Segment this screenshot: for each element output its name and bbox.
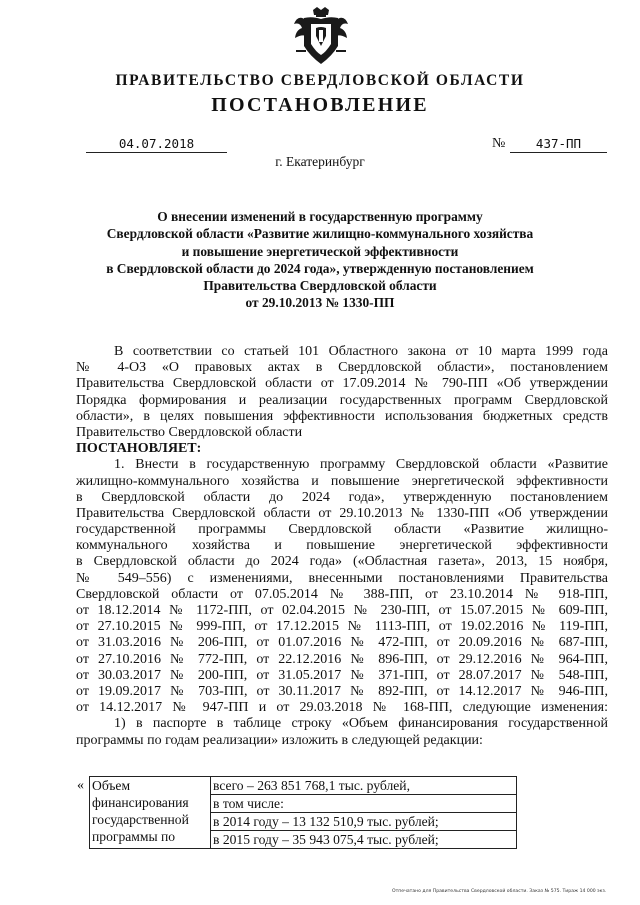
document-title [80, 208, 560, 312]
cell-line: в 2014 году – 13 132 510,9 тыс. рублей; [211, 813, 516, 831]
title-line: Правительства Свердловской области [203, 278, 437, 294]
body-line: жилищно-коммунального хозяйства и повышение энергетической эффективности [76, 473, 608, 489]
organization-name: ПРАВИТЕЛЬСТВО СВЕРДЛОВСКОЙ ОБЛАСТИ [115, 72, 525, 89]
title-line: в Свердловской области до 2024 года», утвержденную постановлением [106, 260, 534, 276]
resolves-heading: ПОСТАНОВЛЯЕТ: [76, 441, 202, 457]
opening-quote: « [77, 778, 84, 793]
body-line: 1) в паспорте в таблице строку «Объем финансирования государственной [114, 716, 608, 732]
body-line: коммунального хозяйства и повышение энергетической эффективности [76, 538, 608, 554]
body-line: Правительства Свердловской области от 29.10.2013 № 1330-ПП «Об утверждении [76, 505, 608, 521]
body-line: от 30.03.2017 № 200-ПП, от 31.05.2017 № 371-ПП, от 28.07.2017 № 548-ПП, [76, 667, 608, 683]
financing-table [89, 776, 517, 849]
number-label: № [492, 136, 506, 151]
cell-line: Объем [92, 778, 131, 793]
body-line: от 14.12.2017 № 947-ПП и от 29.03.2018 № 168-ПП, следующие изменения: [76, 700, 608, 716]
cell-line: всего – 263 851 768,1 тыс. рублей, [211, 777, 516, 795]
document-date: 04.07.2018 [86, 136, 227, 153]
body-line: области», в целях повышения эффективности использования бюджетных средств [76, 408, 608, 424]
body-line: № 4-ОЗ «О правовых актах в Свердловской области», постановлением [76, 360, 608, 376]
body-line: в Свердловской области до 2024 года» («Областная газета», 2013, 15 ноября, [76, 554, 608, 570]
coat-of-arms-icon [292, 6, 350, 66]
body-line: государственной программы Свердловской области «Развитие жилищно- [76, 522, 608, 538]
body-line: Правительство Свердловской области [76, 424, 303, 440]
document-number: 437-ПП [510, 136, 607, 153]
body-line: от 27.10.2015 № 999-ПП, от 17.12.2015 № 1113-ПП, от 19.02.2016 № 119-ПП, [76, 619, 608, 635]
body-line: В соответствии со статьей 101 Областного закона от 10 марта 1999 года [114, 344, 608, 359]
table-row [90, 777, 517, 849]
cell-line: в том числе: [211, 795, 516, 813]
cell-line: программы по [92, 829, 176, 844]
body-line: в Свердловской области до 2024 года», утвержденную постановлением [76, 489, 608, 505]
body-line: Порядка формирования и реализации государственных программ Свердловской [76, 392, 608, 408]
body-line: от 27.10.2016 № 772-ПП, от 22.12.2016 № 896-ПП, от 29.12.2016 № 964-ПП, [76, 651, 608, 667]
document-body [76, 344, 608, 749]
body-line: Правительства Свердловской области от 17.09.2014 № 790-ПП «Об утверждении [76, 376, 608, 392]
title-line: и повышение энергетической эффективности [181, 243, 459, 259]
title-line: Свердловской области «Развитие жилищно-коммунального хозяйства [106, 226, 534, 242]
title-line: О внесении изменений в государственную программу [157, 209, 483, 224]
body-line: от 31.03.2016 № 206-ПП, от 01.07.2016 № 472-ПП, от 20.09.2016 № 687-ПП, [76, 635, 608, 651]
body-line: 1. Внести в государственную программу Свердловской области «Развитие [114, 457, 608, 473]
print-note: Отпечатано для Правительства Свердловской области. Заказ № 575. Тираж 14 000 экз. [392, 889, 607, 894]
cell-line: государственной [92, 812, 189, 827]
table-cell-label [90, 777, 211, 849]
body-line: от 18.12.2014 № 1172-ПП, от 02.04.2015 № 230-ПП, от 15.07.2015 № 609-ПП, [76, 603, 608, 618]
cell-line: финансирования [92, 795, 189, 810]
table-cell-values [211, 777, 517, 849]
cell-line: в 2015 году – 35 943 075,4 тыс. рублей; [213, 832, 439, 847]
city: г. Екатеринбург [275, 154, 365, 169]
body-line: Свердловской области от 07.05.2014 № 388-ПП, от 23.10.2014 № 918-ПП, [76, 586, 608, 602]
body-line: от 19.09.2017 № 703-ПП, от 30.11.2017 № 892-ПП, от 14.12.2017 № 946-ПП, [76, 683, 608, 699]
body-line: № 549–556) с изменениями, внесенными постановлениями Правительства [76, 570, 608, 586]
title-line: от 29.10.2013 № 1330-ПП [245, 295, 395, 311]
document-type: ПОСТАНОВЛЕНИЕ [211, 94, 429, 116]
body-line: программы по годам реализации» изложить в следующей редакции: [76, 732, 483, 748]
